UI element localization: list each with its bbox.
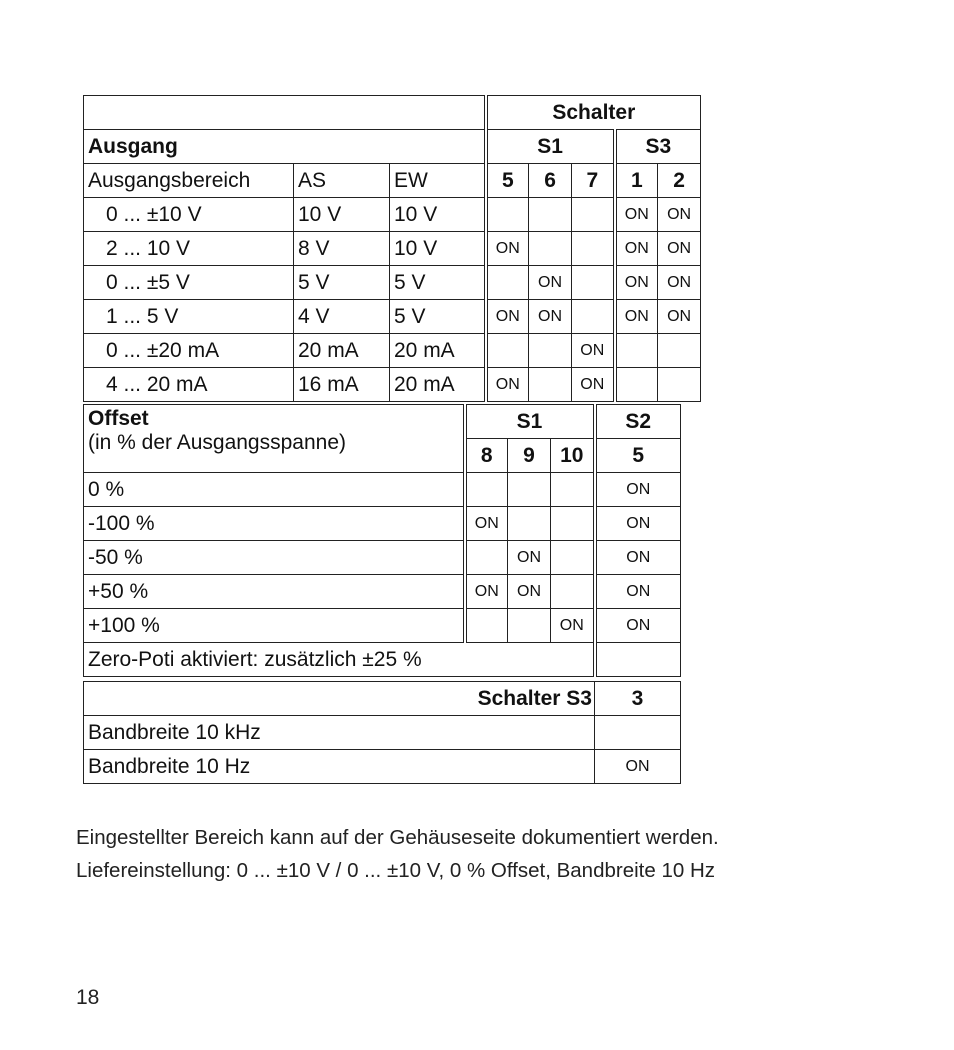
switch-number: 1: [615, 164, 658, 198]
switch-cell: ON: [595, 609, 681, 643]
switch-cell: ON: [465, 575, 508, 609]
offset-label: +50 %: [84, 575, 465, 609]
switch-cell: [615, 334, 658, 368]
switch-cell: ON: [572, 334, 615, 368]
switch-number: 5: [595, 439, 681, 473]
switch-cell: [508, 507, 551, 541]
switch-cell: [551, 575, 595, 609]
switch-cell: ON: [595, 750, 681, 784]
ew-cell: 10 V: [390, 232, 486, 266]
table-row: [84, 232, 701, 266]
range-cell: 1 ... 5 V: [84, 300, 294, 334]
switch-cell: [658, 334, 701, 368]
switch-cell: [529, 198, 572, 232]
switch-cell: ON: [658, 232, 701, 266]
switch-number: 3: [595, 682, 681, 716]
offset-label: -100 %: [84, 507, 465, 541]
table-row: [84, 368, 701, 402]
switch-cell: ON: [551, 609, 595, 643]
table-row: [84, 716, 681, 750]
bandwidth-switch-table: [83, 681, 681, 784]
bandwidth-header: Schalter S3: [84, 682, 595, 716]
ew-cell: 5 V: [390, 300, 486, 334]
table-row: [84, 473, 681, 507]
switch-cell: ON: [572, 368, 615, 402]
as-cell: 16 mA: [294, 368, 390, 402]
switch-cell: ON: [615, 300, 658, 334]
col-range-header: Ausgangsbereich: [84, 164, 294, 198]
switch-cell: [595, 716, 681, 750]
switch-number: 5: [486, 164, 529, 198]
as-cell: 4 V: [294, 300, 390, 334]
switch-cell: [551, 541, 595, 575]
switch-cell: [508, 609, 551, 643]
s1-label: S1: [465, 405, 595, 439]
col-ew-header: EW: [390, 164, 486, 198]
switch-cell: ON: [658, 198, 701, 232]
switch-number: 7: [572, 164, 615, 198]
bandwidth-label: Bandbreite 10 kHz: [84, 716, 595, 750]
range-cell: 2 ... 10 V: [84, 232, 294, 266]
zero-poti-label: Zero-Poti aktiviert: zusätzlich ±25 %: [84, 643, 595, 677]
switch-cell: ON: [615, 266, 658, 300]
as-cell: 5 V: [294, 266, 390, 300]
switch-cell: ON: [595, 507, 681, 541]
offset-subtitle: (in % der Ausgangsspanne): [88, 431, 346, 454]
switch-cell: [486, 334, 529, 368]
switch-cell: ON: [486, 232, 529, 266]
switch-number: 6: [529, 164, 572, 198]
switch-cell: [486, 266, 529, 300]
bandwidth-label: Bandbreite 10 Hz: [84, 750, 595, 784]
switch-cell: ON: [595, 575, 681, 609]
note-line-1: Eingestellter Bereich kann auf der Gehäuseseite dokumentiert werden.: [76, 826, 719, 849]
table-row: [84, 507, 681, 541]
table-row: [84, 750, 681, 784]
switch-cell: [529, 368, 572, 402]
offset-label: 0 %: [84, 473, 465, 507]
table-row: [84, 609, 681, 643]
switch-cell: [572, 266, 615, 300]
switch-cell: ON: [465, 507, 508, 541]
switch-cell: ON: [615, 232, 658, 266]
table-row: [84, 266, 701, 300]
switch-cell: ON: [508, 541, 551, 575]
switch-cell: [595, 643, 681, 677]
output-title: Ausgang: [84, 130, 486, 164]
offset-label: +100 %: [84, 609, 465, 643]
switch-cell: [572, 300, 615, 334]
range-cell: 0 ... ±10 V: [84, 198, 294, 232]
switch-cell: [529, 334, 572, 368]
switch-cell: [551, 473, 595, 507]
switch-cell: [658, 368, 701, 402]
ew-cell: 5 V: [390, 266, 486, 300]
output-switch-table: [83, 95, 701, 402]
col-as-header: AS: [294, 164, 390, 198]
switch-cell: [615, 368, 658, 402]
offset-title-cell: [84, 405, 465, 473]
switch-number: 2: [658, 164, 701, 198]
switch-cell: [508, 473, 551, 507]
table-row: [84, 575, 681, 609]
ew-cell: 10 V: [390, 198, 486, 232]
switch-number: 9: [508, 439, 551, 473]
offset-switch-table: [83, 404, 681, 677]
switch-cell: [551, 507, 595, 541]
range-cell: 0 ... ±20 mA: [84, 334, 294, 368]
as-cell: 8 V: [294, 232, 390, 266]
range-cell: 0 ... ±5 V: [84, 266, 294, 300]
as-cell: 20 mA: [294, 334, 390, 368]
empty-header-cell: [84, 96, 486, 130]
switch-cell: ON: [486, 300, 529, 334]
page-number: 18: [76, 986, 100, 1009]
s1-label: S1: [486, 130, 615, 164]
s2-label: S2: [595, 405, 681, 439]
switch-number: 8: [465, 439, 508, 473]
switch-cell: ON: [486, 368, 529, 402]
offset-label: -50 %: [84, 541, 465, 575]
offset-title: Offset: [88, 407, 149, 430]
s3-label: S3: [615, 130, 701, 164]
switch-cell: ON: [529, 300, 572, 334]
switch-cell: [465, 473, 508, 507]
switch-cell: [572, 198, 615, 232]
switch-cell: [486, 198, 529, 232]
switch-cell: ON: [595, 473, 681, 507]
ew-cell: 20 mA: [390, 368, 486, 402]
table-row: [84, 300, 701, 334]
table-row: [84, 643, 681, 677]
as-cell: 10 V: [294, 198, 390, 232]
switch-cell: [572, 232, 615, 266]
switch-cell: ON: [595, 541, 681, 575]
switch-cell: ON: [529, 266, 572, 300]
switch-cell: [465, 609, 508, 643]
switch-cell: [529, 232, 572, 266]
switch-cell: ON: [615, 198, 658, 232]
switch-group-header: Schalter: [486, 96, 701, 130]
switch-number: 10: [551, 439, 595, 473]
switch-cell: ON: [658, 300, 701, 334]
switch-cell: ON: [508, 575, 551, 609]
table-row: [84, 334, 701, 368]
ew-cell: 20 mA: [390, 334, 486, 368]
table-row: [84, 198, 701, 232]
range-cell: 4 ... 20 mA: [84, 368, 294, 402]
switch-cell: ON: [658, 266, 701, 300]
table-row: [84, 541, 681, 575]
note-line-2: Liefereinstellung: 0 ... ±10 V / 0 ... ±10 V, 0 % Offset, Bandbreite 10 Hz: [76, 859, 716, 882]
switch-cell: [465, 541, 508, 575]
